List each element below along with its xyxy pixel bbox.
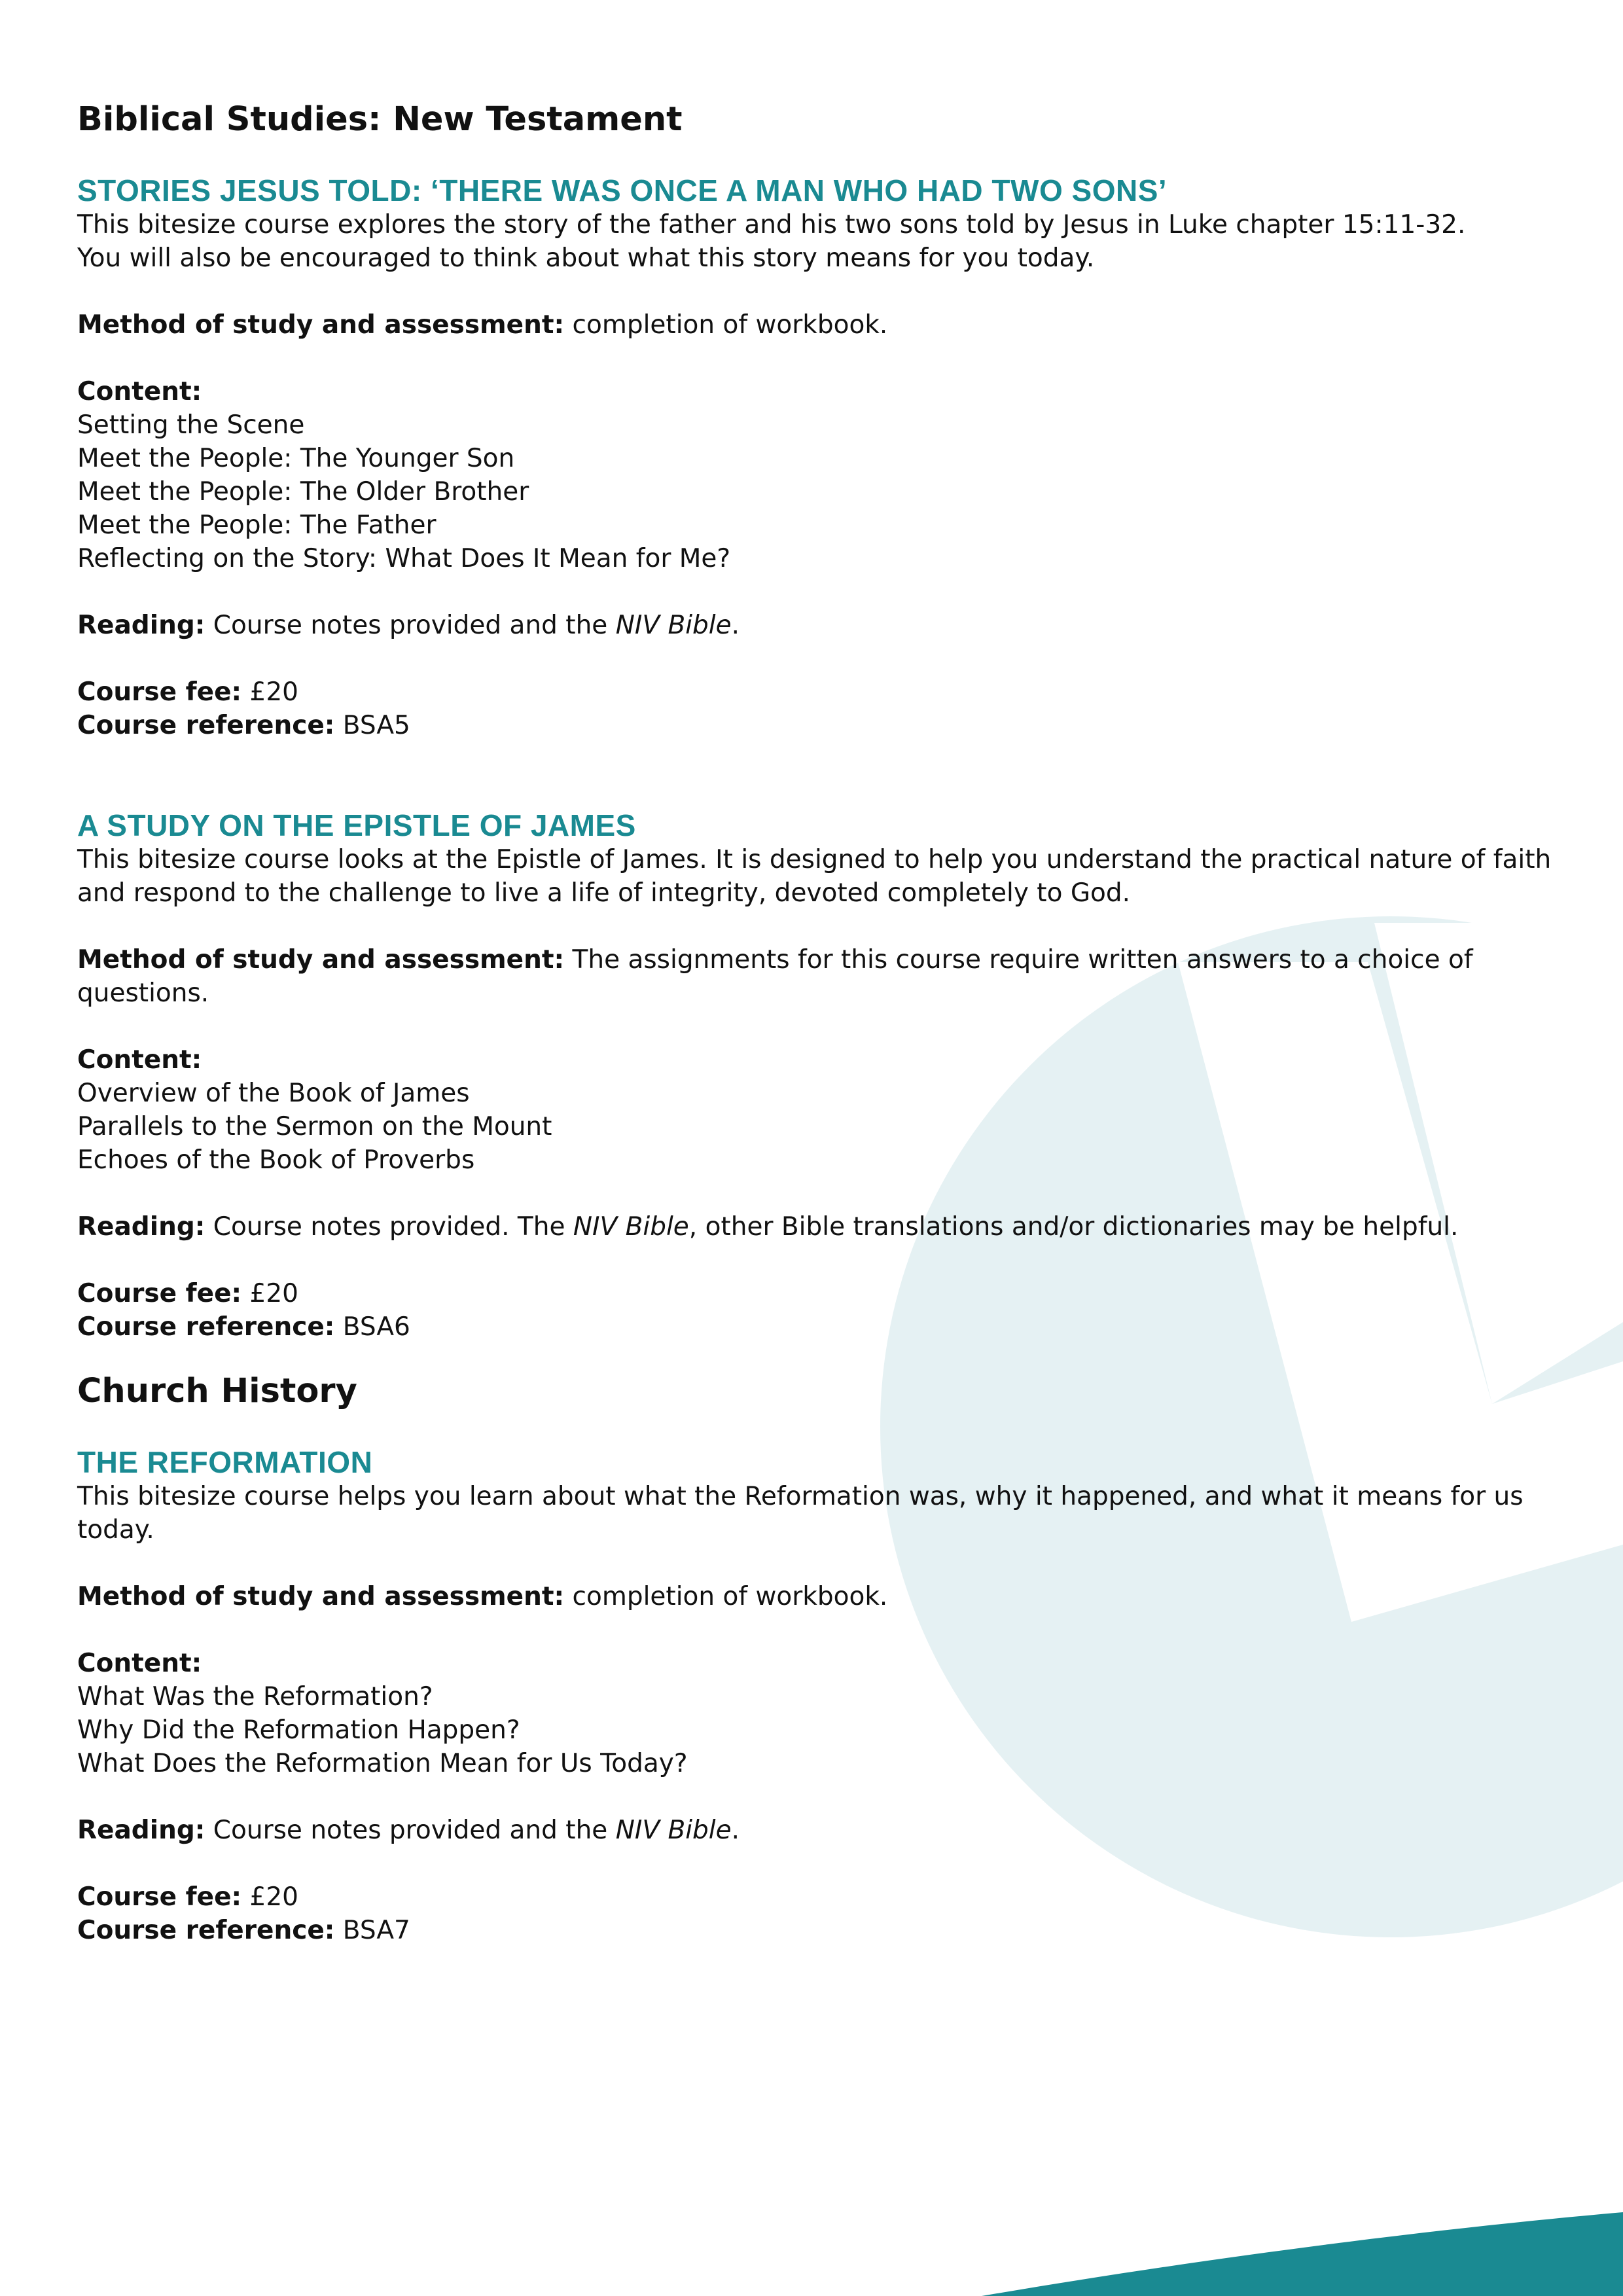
course-title: A STUDY ON THE EPISTLE OF JAMES <box>77 808 636 842</box>
course-title: STORIES JESUS TOLD: ‘THERE WAS ONCE A MAN WHO HAD TWO SONS’ <box>77 173 1168 207</box>
fee-value: £20 <box>241 1882 298 1912</box>
reference-value: BSA6 <box>334 1312 410 1342</box>
reading <box>77 1814 1582 1847</box>
course-reference <box>77 1310 1582 1344</box>
method-value: completion of workbook. <box>564 310 888 340</box>
content-label: Content: <box>77 377 202 406</box>
content-item: Echoes of the Book of Proverbs <box>77 1145 475 1175</box>
content-item: Parallels to the Sermon on the Mount <box>77 1112 552 1141</box>
reading-book-title: NIV Bible <box>615 1816 732 1845</box>
reading-text-end: , other Bible translations and/or dictionaries may be helpful. <box>688 1212 1459 1242</box>
reading-text: Course notes provided. The <box>205 1212 573 1242</box>
reference-label: Course reference: <box>77 1916 335 1945</box>
fee-label: Course fee: <box>77 677 242 707</box>
course-description-line: This bitesize course looks at the Epistle of James. It is designed to help you understand the practical nature of faith <box>77 845 1552 874</box>
content-label: Content: <box>77 1045 202 1075</box>
reading-book-title: NIV Bible <box>615 611 732 640</box>
fee-value: £20 <box>241 1279 298 1308</box>
method-label: Method of study and assessment: <box>77 1582 565 1611</box>
method-of-study <box>77 943 1582 1010</box>
course-block <box>77 808 1582 1344</box>
method-value: The assignments for this course require written answers to a choice of questions. <box>77 945 1473 1008</box>
course-fee <box>77 675 1582 709</box>
reading-text-end: . <box>731 1816 740 1845</box>
content-label: Content: <box>77 1649 202 1678</box>
content-item: Overview of the Book of James <box>77 1079 470 1108</box>
course-title: THE REFORMATION <box>77 1445 373 1479</box>
reading-label: Reading: <box>77 1212 205 1242</box>
content-item: Meet the People: The Younger Son <box>77 444 515 473</box>
reading-label: Reading: <box>77 1816 205 1845</box>
course-description-line: This bitesize course helps you learn about what the Reformation was, why it happened, and what it means for us today. <box>77 1482 1524 1545</box>
content-item: Meet the People: The Father <box>77 511 437 540</box>
reading-label: Reading: <box>77 611 205 640</box>
content-item: Why Did the Reformation Happen? <box>77 1715 520 1745</box>
reading-text: Course notes provided and the <box>205 1816 616 1845</box>
section-heading: Biblical Studies: New Testament <box>77 100 683 139</box>
course-block <box>77 173 1582 742</box>
method-value: completion of workbook. <box>564 1582 888 1611</box>
content-item: Reflecting on the Story: What Does It Mean for Me? <box>77 544 731 573</box>
reference-value: BSA5 <box>334 711 410 740</box>
method-label: Method of study and assessment: <box>77 310 565 340</box>
content-item: Setting the Scene <box>77 410 305 440</box>
section-heading: Church History <box>77 1372 357 1410</box>
reading-text: Course notes provided and the <box>205 611 616 640</box>
reading-text-end: . <box>731 611 740 640</box>
fee-label: Course fee: <box>77 1882 242 1912</box>
course-fee <box>77 1277 1582 1310</box>
content-item: What Was the Reformation? <box>77 1682 433 1712</box>
fee-value: £20 <box>241 677 298 707</box>
reference-label: Course reference: <box>77 1312 335 1342</box>
fee-label: Course fee: <box>77 1279 242 1308</box>
document-body <box>77 98 1582 1947</box>
method-of-study <box>77 308 1582 342</box>
course-description-line: and respond to the challenge to live a life of integrity, devoted completely to God. <box>77 878 1131 908</box>
method-label: Method of study and assessment: <box>77 945 565 975</box>
reference-label: Course reference: <box>77 711 335 740</box>
reading <box>77 1210 1582 1244</box>
course-reference <box>77 1914 1582 1947</box>
reference-value: BSA7 <box>334 1916 410 1945</box>
course-description-line: This bitesize course explores the story of the father and his two sons told by Jesus in Luke chapter 15:11-32. <box>77 210 1466 240</box>
course-block <box>77 1444 1582 1947</box>
reading-book-title: NIV Bible <box>573 1212 689 1242</box>
method-of-study <box>77 1580 1582 1613</box>
content-item: Meet the People: The Older Brother <box>77 477 529 507</box>
content-item: What Does the Reformation Mean for Us Today? <box>77 1749 688 1778</box>
course-description-line: You will also be encouraged to think about what this story means for you today. <box>77 243 1095 273</box>
course-reference <box>77 709 1582 742</box>
course-fee <box>77 1880 1582 1914</box>
reading <box>77 609 1582 642</box>
